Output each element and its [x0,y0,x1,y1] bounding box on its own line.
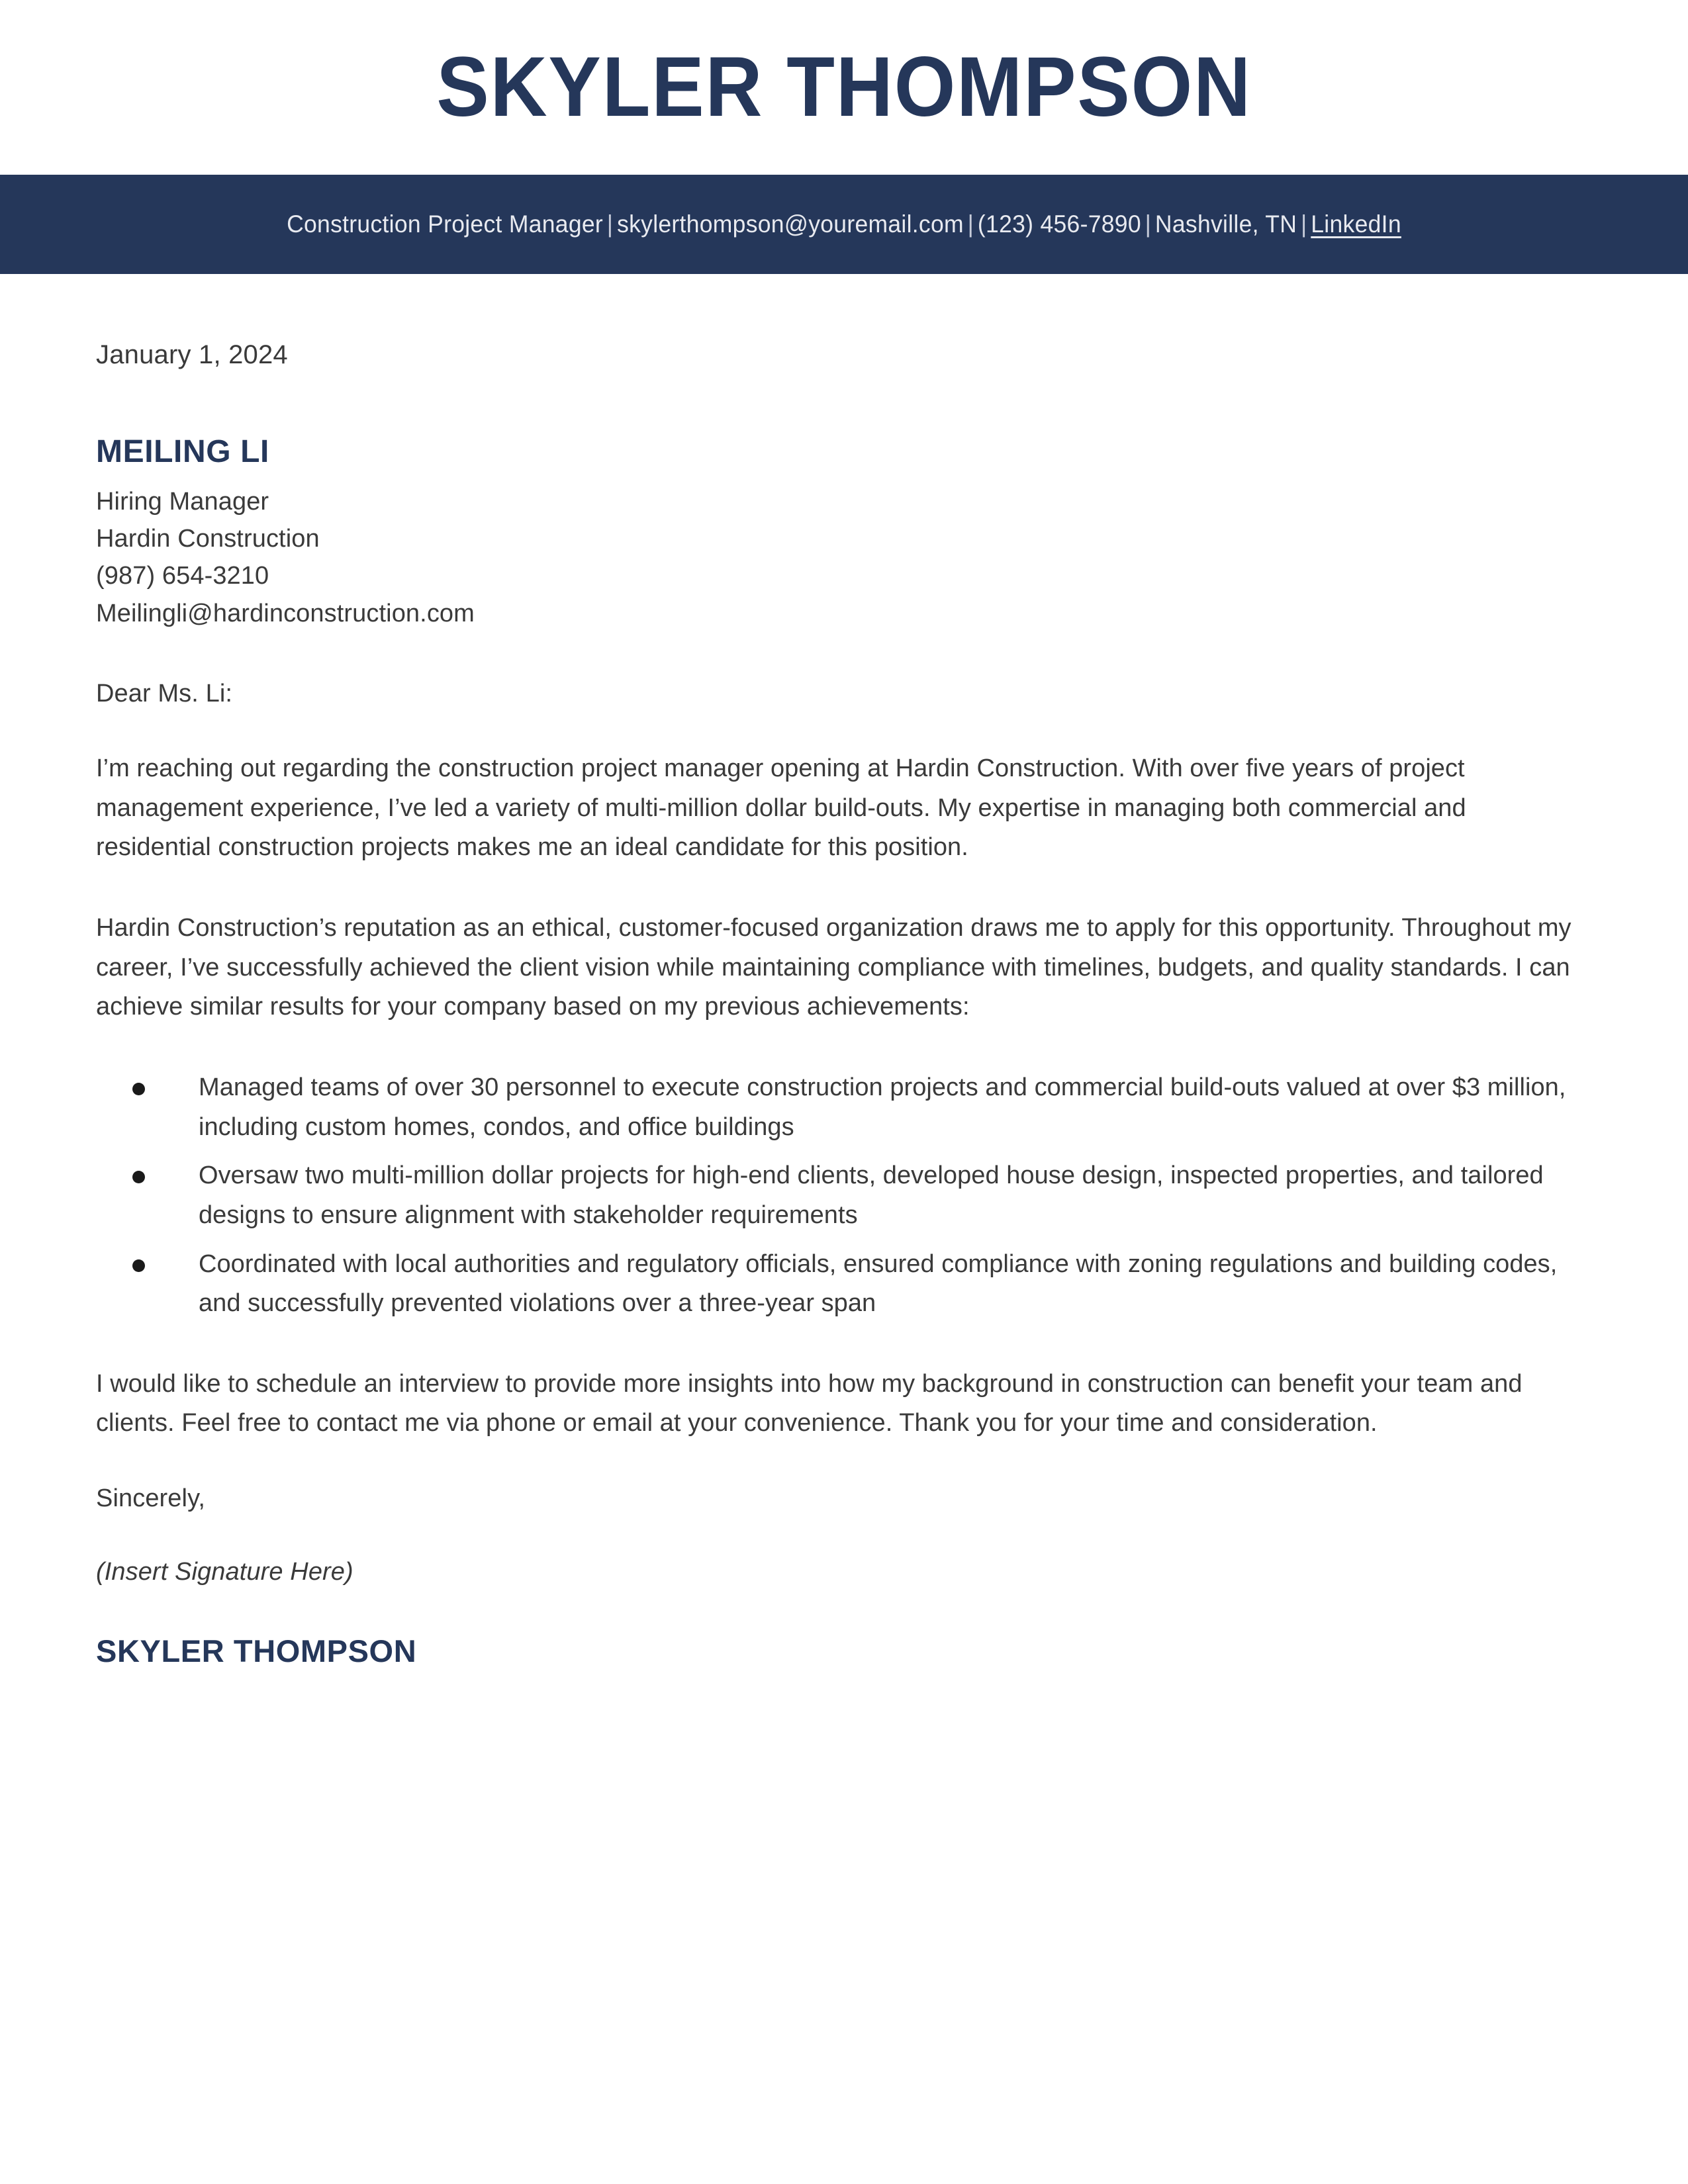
candidate-name-heading: SKYLER THOMPSON [436,40,1252,134]
list-item-text: Oversaw two multi-million dollar projects for high-end clients, developed house design, inspected properties, and tailored designs to ensure alignment with stakeholder requirements [199,1161,1544,1229]
contact-email[interactable]: skylerthompson@youremail.com [617,210,964,238]
contact-separator-2: | [967,210,974,238]
recipient-email: Meilingli@hardinconstruction.com [96,599,475,627]
salutation: Dear Ms. Li: [96,679,233,707]
letter-body [0,340,1688,1669]
list-item-text: Managed teams of over 30 personnel to execute construction projects and commercial build-outs valued at over $3 million, including custom homes, condos, and office buildings [199,1073,1566,1141]
bullet-dot-icon [132,1171,145,1183]
recipient-company: Hardin Construction [96,525,320,553]
linkedin-link[interactable]: LinkedIn [1311,210,1401,238]
signature-placeholder: (Insert Signature Here) [96,1558,353,1586]
contact-line [287,210,1401,238]
closing-line: Sincerely, [96,1484,206,1513]
recipient-phone: (987) 654-3210 [96,562,269,590]
recipient-title: Hiring Manager [96,488,269,516]
paragraph-2: Hardin Construction’s reputation as an ethical, customer-focused organization draws me to apply for this opportunity. Throughout my career, I’ve successfully achieved the client vision while maintaining compliance with timelines, budgets, and quality standards. I can achieve similar results for your company based on my previous achievements: [96,913,1571,1021]
contact-bar [0,175,1688,274]
paragraph-3: I would like to schedule an interview to provide more insights into how my background in construction can benefit your team and clients. Feel free to contact me via phone or email at your convenience. Thank you for your time and consideration. [96,1369,1523,1437]
letter-date: January 1, 2024 [96,340,288,369]
contact-job-title: Construction Project Manager [287,210,604,238]
contact-phone[interactable]: (123) 456-7890 [977,210,1141,238]
signer-name: SKYLER THOMPSON [96,1633,417,1669]
contact-separator-1: | [606,210,614,238]
recipient-block [96,433,1589,632]
letterhead-name-band [0,0,1688,175]
list-item [96,1156,1585,1235]
list-item-text: Coordinated with local authorities and regulatory officials, ensured compliance with zoning regulations and building codes, and successfully prevented violations over a three-year span [199,1250,1558,1318]
achievements-list [96,1068,1585,1324]
contact-separator-3: | [1145,210,1152,238]
bullet-dot-icon [132,1083,145,1095]
contact-location: Nashville, TN [1154,210,1297,238]
contact-separator-4: | [1300,210,1307,238]
list-item [96,1068,1585,1147]
list-item [96,1245,1585,1324]
bullet-dot-icon [132,1259,145,1272]
paragraph-1: I’m reaching out regarding the construction project manager opening at Hardin Construction. With over five years of project management experience, I’ve led a variety of multi-million dollar build-outs. My expertise in managing both commercial and residential construction projects makes me an ideal candidate for this position. [96,754,1466,862]
recipient-name: MEILING LI [96,434,269,469]
